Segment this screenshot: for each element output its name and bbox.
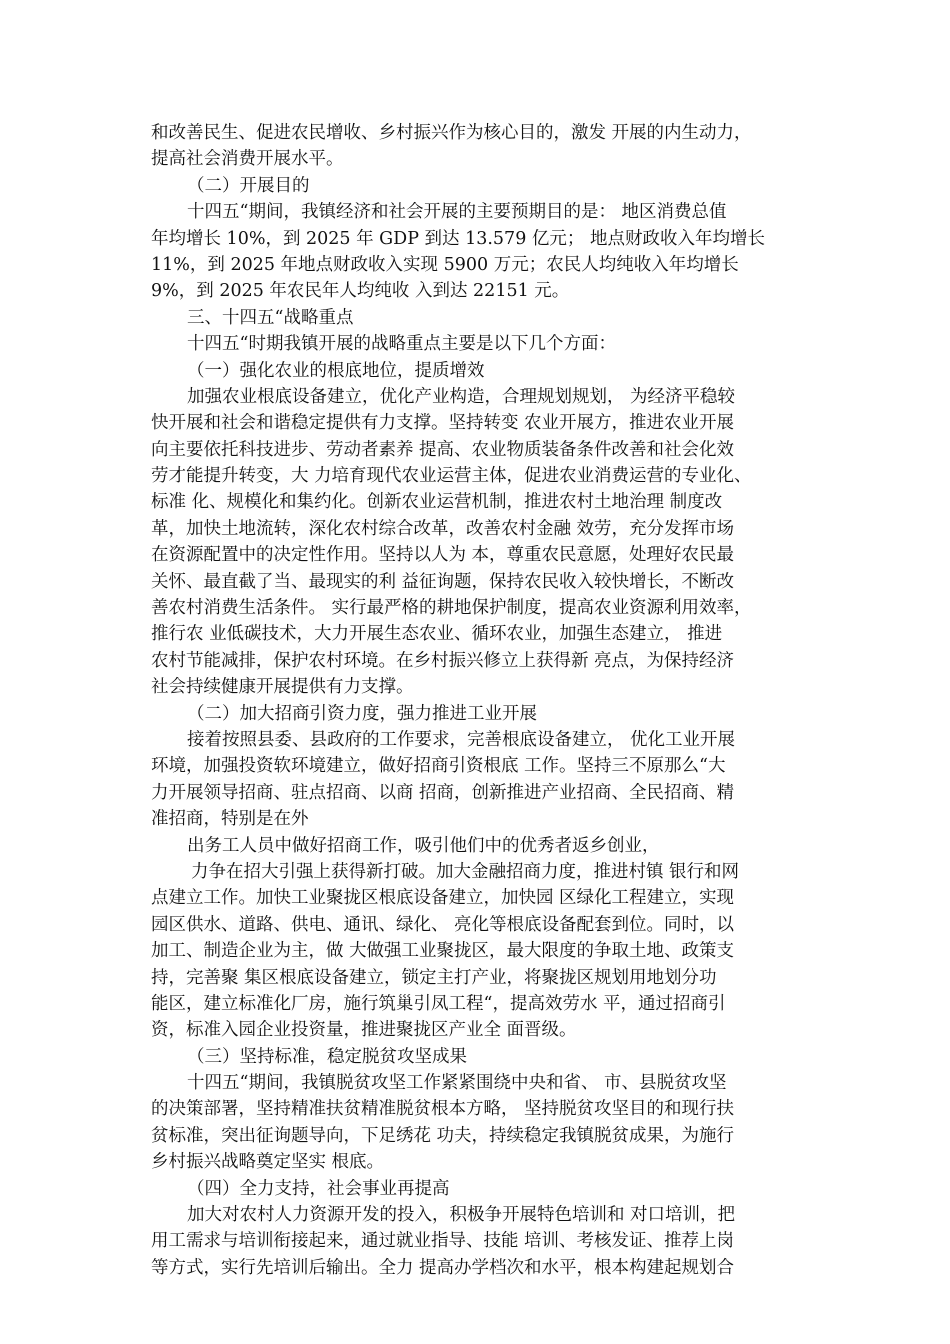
- text-line: 用工需求与培训衔接起来，通过就业指导、技能 培训、考核发证、推荐上岗: [151, 1231, 735, 1252]
- section-heading: （二）加大招商引资力度，强力推进工业开展: [187, 703, 537, 724]
- section-heading: （三）坚持标准，稳定脱贫攻坚成果: [187, 1046, 467, 1067]
- document-body: [151, 120, 811, 1281]
- text-line: 加大对农村人力资源开发的投入，积极争开展特色培训和 对口培训，把: [187, 1205, 736, 1226]
- text-line: 接着按照县委、县政府的工作要求，完善根底设备建立， 优化工业开展: [187, 729, 736, 750]
- text-line: 资，标准入园企业投资量，推进聚拢区产业全 面晋级。: [151, 1020, 577, 1041]
- section-heading: 三、十四五“战略重点: [187, 307, 354, 328]
- section-heading: （二）开展目的: [187, 175, 310, 196]
- text-line: 点建立工作。加快工业聚拢区根底设备建立，加快园 区绿化工程建立，实现: [151, 888, 735, 909]
- text-line: 11%，到 2025 年地点财政收入实现 5900 万元；农民人均纯收入年均增长: [151, 254, 739, 275]
- text-line: 推行农 业低碳技术，大力开展生态农业、循环农业，加强生态建立， 推进: [151, 624, 723, 645]
- text-line: 十四五“期间，我镇脱贫攻坚工作紧紧围绕中央和省、 市、县脱贫攻坚: [187, 1073, 727, 1094]
- text-line: 准招商，特别是在外: [151, 809, 309, 830]
- text-line: 的决策部署，坚持精准扶贫精准脱贫根本方略， 坚持脱贫攻坚目的和现行扶: [151, 1099, 735, 1120]
- text-line: 农村节能减排，保护农村环境。在乡村振兴修立上获得新 亮点，为保持经济: [151, 650, 735, 671]
- text-line: 劳才能提升转变，大 力培育现代农业运营主体，促进农业消费运营的专业化、: [151, 466, 752, 487]
- text-line: 力开展领导招商、驻点招商、以商 招商，创新推进产业招商、全民招商、精: [151, 782, 735, 803]
- text-line: 十四五“时期我镇开展的战略重点主要是以下几个方面：: [187, 334, 616, 355]
- text-line: 革，加快土地流转，深化农村综合改革，改善农村金融 效劳，充分发挥市场: [151, 518, 735, 539]
- text-line: 十四五“期间，我镇经济和社会开展的主要预期目的是： 地区消费总值: [187, 202, 727, 223]
- text-line: 等方式，实行先培训后输出。全力 提高办学档次和水平，根本构建起规划合: [151, 1257, 735, 1278]
- text-line: 标准 化、规模化和集约化。创新农业运营机制，推进农村土地治理 制度改: [151, 492, 723, 513]
- section-heading: （一）强化农业的根底地位，提质增效: [187, 360, 485, 381]
- text-line: 和改善民生、促进农民增收、乡村振兴作为核心目的，激发 开展的内生动力，: [151, 123, 752, 143]
- text-line: 能区，建立标准化厂房，施行筑巢引凤工程“，提高效劳水 平，通过招商引: [151, 993, 726, 1014]
- text-line: 力争在招大引强上获得新打破。加大金融招商力度，推进村镇 银行和网: [191, 861, 740, 882]
- text-line: 贫标准，突出征询题导向，下足绣花 功夫，持续稳定我镇脱贫成果，为施行: [151, 1125, 735, 1146]
- text-line: 持，完善聚 集区根底设备建立，锁定主打产业，将聚拢区规划用地划分功: [151, 967, 717, 988]
- text-line: 关怀、最直截了当、最现实的利 益征询题，保持农民收入较快增长，不断改: [151, 571, 735, 592]
- text-line: 善农村消费生活条件。 实行最严格的耕地保护制度，提高农业资源利用效率，: [151, 598, 752, 619]
- text-line: 快开展和社会和谐稳定提供有力支撑。坚持转变 农业开展方，推进农业开展: [151, 413, 735, 434]
- text-line: 加强农业根底设备建立，优化产业构造，合理规划规划， 为经济平稳较: [187, 386, 736, 407]
- text-line: 9%，到 2025 年农民年人均纯收 入到达 22151 元。: [151, 281, 570, 302]
- text-line: 环境，加强投资软环境建立，做好招商引资根底 工作。坚持三不原那么“大: [151, 756, 726, 777]
- text-line: 向主要依托科技进步、劳动者素养 提高、农业物质装备条件改善和社会化效: [151, 439, 735, 460]
- section-heading: （四）全力支持，社会事业再提高: [187, 1178, 450, 1199]
- text-line: 加工、制造企业为主，做 大做强工业聚拢区，最大限度的争取土地、政策支: [151, 941, 735, 962]
- text-line: 出务工人员中做好招商工作，吸引他们中的优秀者返乡创业，: [187, 835, 660, 856]
- text-line: 社会持续健康开展提供有力支撑。: [151, 677, 414, 698]
- text-line: 乡村振兴战略奠定坚实 根底。: [151, 1152, 385, 1173]
- text-line: 年均增长 10%，到 2025 年 GDP 到达 13.579 亿元； 地点财政收入年均增长: [151, 228, 765, 249]
- text-line: 在资源配置中的决定性作用。坚持以人为 本，尊重农民意愿，处理好农民最: [151, 545, 735, 566]
- text-line: 提高社会消费开展水平。: [151, 149, 344, 170]
- text-line: 园区供水、道路、供电、通讯、绿化、 亮化等根底设备配套到位。同时，以: [151, 914, 735, 935]
